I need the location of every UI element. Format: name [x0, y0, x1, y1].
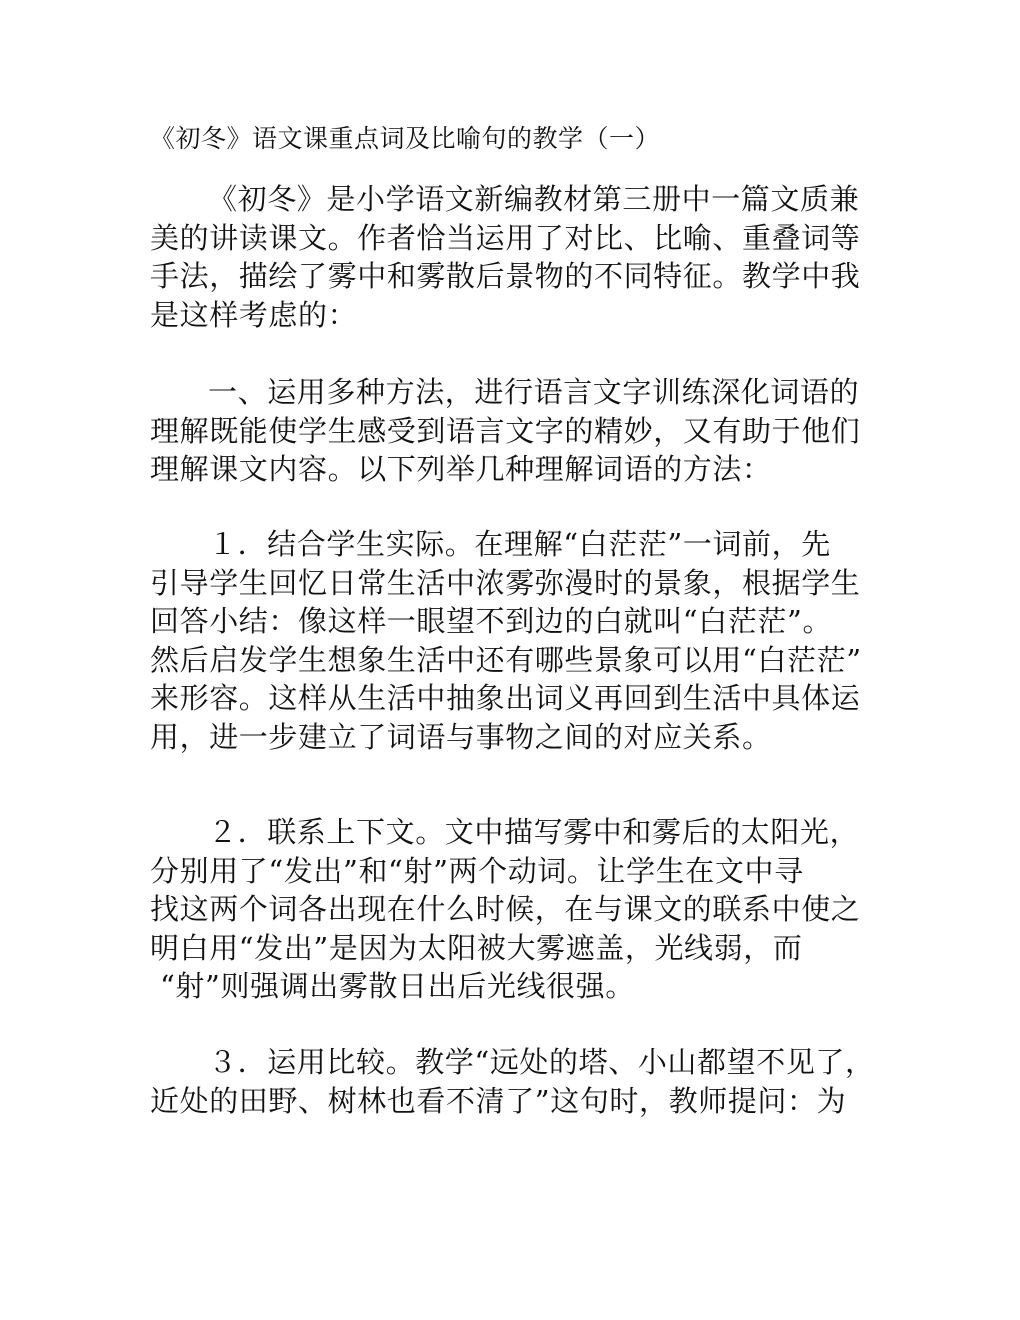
- paragraph-line: 手法，描绘了雾中和雾散后景物的不同特征。教学中我: [150, 259, 861, 293]
- paragraph-line: 美的讲读课文。作者恰当运用了对比、比喻、重叠词等: [150, 220, 861, 255]
- paragraph-method-2: [150, 813, 880, 1006]
- paragraph-line: 近处的田野、树林也看不清了”这句时，教师提问：为: [150, 1083, 847, 1118]
- paragraph-line: ２．联系上下文。文中描写雾中和雾后的太阳光，: [208, 815, 860, 849]
- paragraph-intro: [150, 180, 880, 334]
- paragraph-line: 一、运用多种方法，进行语言文字训练深化词语的: [208, 375, 860, 409]
- document-title: 《初冬》语文课重点词及比喻句的教学（一）: [150, 124, 661, 153]
- paragraph-method-1: [150, 525, 880, 756]
- paragraph-line: 理解课文内容。以下列举几种理解词语的方法：: [150, 452, 772, 486]
- paragraph-line: １．结合学生实际。在理解“白茫茫”一词前，先: [208, 527, 831, 561]
- paragraph-line: “射”则强调出雾散日出后光线很强。: [160, 969, 635, 1003]
- paragraph-section-one: [150, 373, 880, 489]
- paragraph-line: ３．运用比较。教学“远处的塔、小山都望不见了，: [208, 1045, 875, 1079]
- paragraph-line: 分别用了“发出”和“射”两个动词。让学生在文中寻: [150, 853, 804, 888]
- paragraph-line: 理解既能使学生感受到语言文字的精妙，又有助于他们: [150, 413, 861, 448]
- paragraph-line: 然后启发学生想象生活中还有哪些景象可以用“白茫茫”: [150, 642, 862, 677]
- paragraph-line: 明白用“发出”是因为太阳被大雾遮盖，光线弱，而: [150, 930, 803, 965]
- paragraph-line: 引导学生回忆日常生活中浓雾弥漫时的景象，根据学生: [150, 565, 861, 600]
- paragraph-line: 来形容。这样从生活中抽象出词义再回到生活中具体运: [150, 681, 861, 715]
- paragraph-line: 《初冬》是小学语文新编教材第三册中一篇文质兼: [208, 182, 860, 216]
- paragraph-method-3: [150, 1043, 880, 1120]
- paragraph-line: 回答小结：像这样一眼望不到边的白就叫“白茫茫”。: [150, 604, 833, 638]
- paragraph-line: 是这样考虑的：: [150, 297, 358, 332]
- paragraph-line: 找这两个词各出现在什么时候，在与课文的联系中使之: [150, 892, 861, 926]
- paragraph-line: 用，进一步建立了词语与事物之间的对应关系。: [150, 719, 772, 754]
